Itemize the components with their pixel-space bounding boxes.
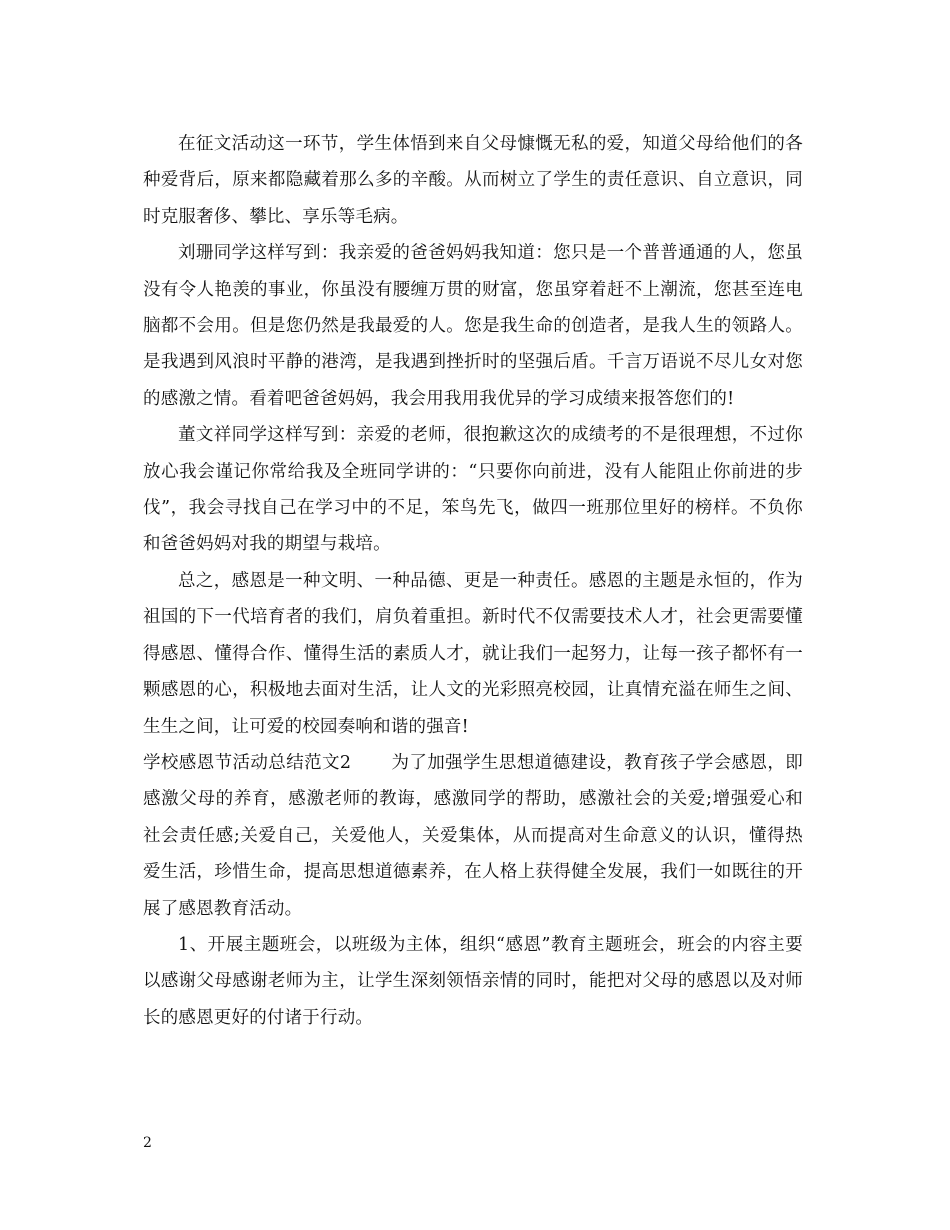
paragraph-essay-activity: 在征文活动这一环节，学生体悟到来自父母慷慨无私的爱，知道父母给他们的各种爱背后，原来都隐藏着那么多的辛酸。从而树立了学生的责任意识、自立意识，同时克服奢侈、攀比、享乐等毛病。 [143, 134, 803, 227]
paragraph-item-1: 1、开展主题班会，以班级为主体，组织“感恩”教育主题班会，班会的内容主要以感谢父母感谢老师为主，让学生深刻领悟亲情的同时，能把对父母的感恩以及对师长的感恩更好的付诸于行动。 [143, 934, 803, 1028]
paragraph-dong-wenxiang-quote: 董文祥同学这样写到：亲爱的老师，很抱歉这次的成绩考的不是很理想，不过你放心我会谨记你常给我及全班同学讲的：“只要你向前进，没有人能阻止你前进的步伐”，我会寻找自己在学习中的不足，笨鸟先飞，做四一班那位里好的榜样。不负你和爸爸妈妈对我的期望与栽培。 [143, 425, 803, 555]
document-body [143, 126, 803, 1036]
section-intro: 为了加强学生思想道德建设，教育孩子学会感恩，即感激父母的养育，感激老师的教诲，感激同学的帮助，感激社会的关爱;增强爱心和社会责任感;关爱自己，关爱他人，关爱集体，从而提高对生命意义的认识，懂得热爱生活，珍惜生命，提高思想道德素养，在人格上获得健全发展，我们一如既往的开展了感恩教育活动。 [143, 752, 803, 919]
paragraph-liu-shan-quote: 刘珊同学这样写到：我亲爱的爸爸妈妈我知道：您只是一个普普通通的人，您虽没有令人艳羡的事业，你虽没有腰缠万贯的财富，您虽穿着赶不上潮流，您甚至连电脑都不会用。但是您仍然是我最爱的人。您是我生命的创造者，是我人生的领路人。是我遇到风浪时平静的港湾，是我遇到挫折时的坚强后盾。千言万语说不尽儿女对您的感激之情。看着吧爸爸妈妈，我会用我用我优异的学习成绩来报答您们的! [143, 243, 803, 409]
page-number: 2 [143, 1135, 152, 1151]
section-title: 学校感恩节活动总结范文2 [143, 752, 352, 773]
paragraph-conclusion: 总之，感恩是一种文明、一种品德、更是一种责任。感恩的主题是永恒的，作为祖国的下一代培育者的我们，肩负着重担。新时代不仅需要技术人才，社会更需要懂得感恩、懂得合作、懂得生活的素质人才，就让我们一起努力，让每一孩子都怀有一颗感恩的心，积极地去面对生活，让人文的光彩照亮校园，让真情充溢在师生之间、生生之间，让可爱的校园奏响和谐的强音! [143, 570, 803, 737]
section-heading-paragraph [143, 745, 803, 927]
